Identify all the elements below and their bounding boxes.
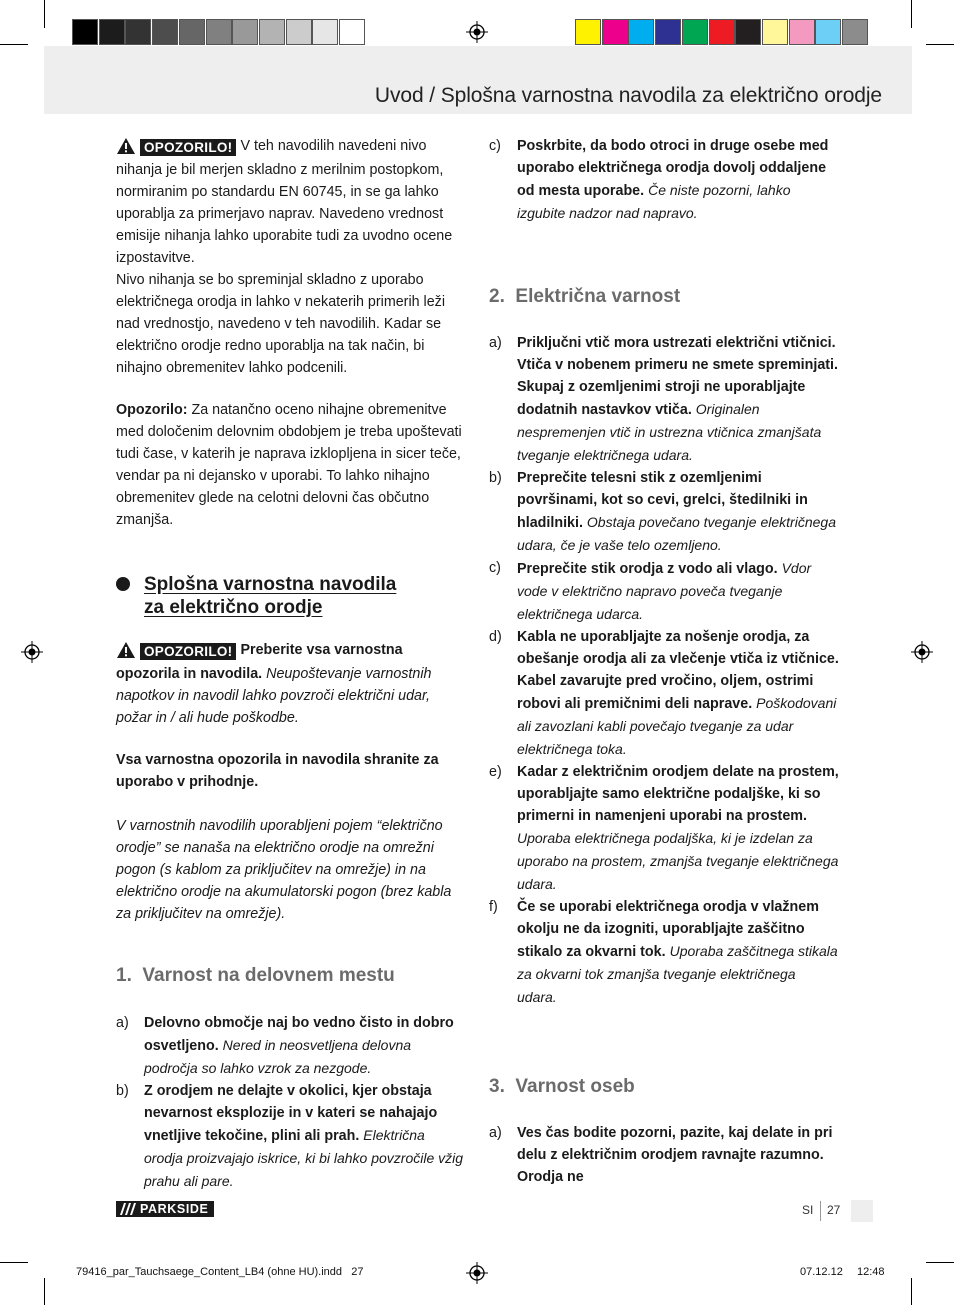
color-swatch — [286, 19, 312, 45]
list-item — [489, 557, 839, 626]
note-paragraph: Opozorilo: Za natančno oceno nihajne obremenitve med določenim delovnim obdobjem je treba upoštevati tudi čase, v katerih je naprava izklopljena in sicer teče, vendar pa ni dejansko v uporabi. To lahko nihajno obremenitev glede na celotni delovni čas občutno zmanjša. — [116, 402, 462, 528]
crop-mark — [0, 44, 28, 45]
color-swatch — [575, 19, 601, 45]
color-swatch — [789, 19, 815, 45]
list-item-label: c) — [489, 560, 501, 576]
list-item-explanation: Poškodovani ali zavozlani kabli povečajo tveganje za udar električnega toka. — [517, 695, 837, 757]
color-swatch — [179, 19, 205, 45]
crop-mark — [0, 1262, 28, 1263]
color-swatch — [312, 19, 338, 45]
page-title: Uvod / Splošna varnostna navodila za električno orodje — [374, 84, 882, 107]
list-item-explanation: Uporaba zaščitnega stikala za okvarni tok zmanjša tveganje električnega udara. — [517, 943, 838, 1005]
color-swatch — [339, 19, 365, 45]
warning-triangle-icon — [116, 641, 136, 659]
crop-mark — [926, 1262, 954, 1263]
parkside-logo: PARKSIDE — [116, 1201, 214, 1217]
list-item-instruction: Poskrbite, da bodo otroci in druge osebe med uporabo električnega orodja dovolj oddaljene od mesta uporabe. — [517, 138, 829, 199]
color-swatch — [232, 19, 258, 45]
color-swatch — [259, 19, 285, 45]
color-swatch — [842, 19, 868, 45]
list-item-instruction: Ves čas bodite pozorni, pazite, kaj delate in pri delu z električnim orodjem ravnajte razumno. Orodja ne — [517, 1125, 833, 1185]
list-item — [489, 626, 839, 761]
list-item — [489, 332, 839, 467]
crop-mark — [44, 1278, 45, 1305]
list-item — [489, 1122, 839, 1188]
list-item — [489, 761, 839, 896]
file-name: 79416_par_Tauchsaege_Content_LB4 (ohne HU).indd 27 — [76, 1266, 364, 1278]
list-item-explanation: Vdor vode v električno napravo poveča tveganje električnega udarca. — [517, 560, 812, 622]
warning-triangle-icon — [116, 137, 136, 155]
color-swatch — [206, 19, 232, 45]
color-swatch — [72, 19, 98, 45]
list-item-instruction: Kadar z električnim orodjem delate na prostem, uporabljajte samo električne podaljške, ki so primerni in namenjeni uporabi na prostem. — [517, 764, 839, 824]
list-item-label: a) — [116, 1015, 129, 1031]
color-swatch — [709, 19, 735, 45]
color-swatch — [99, 19, 125, 45]
warning-label: OPOZORILO! — [116, 641, 236, 663]
crop-mark — [911, 0, 912, 28]
color-swatch — [682, 19, 708, 45]
color-swatch — [815, 19, 841, 45]
color-swatch — [125, 19, 151, 45]
color-swatch — [735, 19, 761, 45]
note-label: Opozorilo: — [116, 402, 188, 418]
list-item-explanation: Uporaba električnega podaljška, ki je izdelan za uporabo na prostem, zmanjša tveganje električnega udara. — [517, 830, 839, 892]
registration-mark-icon — [21, 641, 43, 663]
list-item-instruction: Z orodjem ne delajte v okolici, kjer obstaja nevarnost eksplozije in v kateri se nahajajo vnetljive tekočine, plini ali prah. — [144, 1083, 438, 1144]
section-heading: Splošna varnostna navodila za električno orodje — [144, 574, 397, 618]
color-swatch — [628, 19, 654, 45]
list-item-label: a) — [489, 1125, 502, 1141]
crop-mark — [926, 44, 954, 45]
footer-divider — [820, 1201, 821, 1221]
list-workplace-safety — [116, 1012, 464, 1193]
language-code: SI — [802, 1203, 814, 1217]
color-swatch — [152, 19, 178, 45]
list-item-instruction: Če se uporabi električnega orodja v vlažnem okolju ne da izogniti, uporabljajte zaščitno stikalo za okvarni tok. — [517, 899, 819, 960]
list-item-explanation: Električna orodja proizvajajo iskrice, ki bi lahko povzročile vžig prahu ali pare. — [144, 1127, 464, 1189]
crop-mark — [911, 1278, 912, 1305]
list-personal-safety — [489, 1122, 839, 1188]
page-number-box — [851, 1200, 873, 1222]
list-item-instruction: Preprečite telesni stik z ozemljenimi površinami, kot so cevi, grelci, štedilniki in hladilniki. — [517, 470, 808, 531]
list-item-label: e) — [489, 764, 502, 780]
list-item — [489, 467, 839, 557]
list-item-label: a) — [489, 335, 502, 351]
list-item-instruction: Priključni vtič mora ustrezati električni vtičnici. Vtiča v nobenem primeru ne smete spreminjati. Skupaj z ozemljenimi stroji ne uporabljajte dodatnih nastavkov vtiča. — [517, 335, 838, 418]
color-swatch — [762, 19, 788, 45]
registration-mark-icon — [466, 21, 488, 43]
list-item-explanation: Nered in neosvetljena delovna področja so lahko vzrok za nezgode. — [144, 1037, 412, 1076]
list-item-instruction: Kabla ne uporabljajte za nošenje orodja, za obešanje orodja ali za vlečenje vtiča iz vtičnice. Kabel zavarujte pred vročino, oljem, ostrimi robovi ali premičnimi deli naprave. — [517, 629, 839, 712]
list-item — [489, 135, 839, 225]
warning-label: OPOZORILO! — [116, 137, 236, 159]
list-item — [116, 1012, 464, 1080]
paragraph: Nivo nihanja se bo spreminjal skladno z uporabo električnega orodja in lahko v nekaterih primerih leži nad vrednostjo, navedeno v teh navodilih. Kadar se električno orodje redno uporablja na tak način, bi nihajno obremenitev lahko podcenili. — [116, 272, 445, 376]
list-item-label: b) — [489, 470, 502, 486]
registration-mark-icon — [466, 1262, 488, 1284]
list-electrical-safety — [489, 332, 839, 1009]
list-item-label: d) — [489, 629, 502, 645]
color-swatch — [655, 19, 681, 45]
list-item — [116, 1080, 464, 1193]
section-heading-1: 1. Varnost na delovnem mestu — [116, 965, 395, 986]
print-date: 07.12.12 — [800, 1266, 843, 1278]
definition-paragraph: V varnostnih navodilih uporabljeni pojem “električno orodje” se nanaša na električno orodje na omrežni pogon (s kablom za priključitev na omrežje) in na električno orodje na akumulatorski pogon (brez kabla za priključitev na omrežje). — [116, 818, 452, 922]
list-item-instruction: Delovno območje naj bo vedno čisto in dobro osvetljeno. — [144, 1015, 454, 1054]
list-item-label: c) — [489, 138, 501, 154]
list-item-children — [489, 135, 839, 225]
color-swatch — [602, 19, 628, 45]
list-item-instruction: Preprečite stik orodja z vodo ali vlago. — [517, 561, 778, 577]
keep-instructions: Vsa varnostna opozorila in navodila shranite za uporabo v prihodnje. — [116, 752, 439, 790]
list-item-label: f) — [489, 899, 498, 915]
list-item — [489, 896, 839, 1009]
section-heading-3: 3. Varnost oseb — [489, 1076, 635, 1097]
crop-mark — [44, 0, 45, 28]
warning-read-all: OPOZORILO! Preberite vsa varnostna opozorila in navodila. Neupoštevanje varnostnih napotkov in navodil lahko povzroči električni udar, požar in / ali hude poškodbe. — [116, 642, 432, 726]
registration-mark-icon — [911, 641, 933, 663]
list-item-explanation: Če niste pozorni, lahko izgubite nadzor nad napravo. — [517, 182, 791, 221]
section-heading-2: 2. Električna varnost — [489, 286, 681, 307]
print-time: 12:48 — [857, 1266, 885, 1278]
list-item-explanation: Originalen nespremenjen vtič in ustrezna vtičnica zmanjšata tveganje električnega udara. — [517, 401, 822, 463]
list-item-label: b) — [116, 1083, 129, 1099]
list-item-explanation: Obstaja povečano tveganje električnega udara, če je vaše telo ozemljeno. — [517, 514, 836, 553]
warning-vibration: OPOZORILO! V teh navodilih navedeni nivo nihanja je bil merjen skladno z merilnim postopkom, normiranim po standardu EN 60745, in se ga lahko uporablja za primerjavo naprav. Navedeno vrednost emisije nihanja lahko uporabite tudi za uvodno ocene izpostavitve. Nivo nihanja se bo spreminjal skladno z uporabo električnega orodja in lahko v nekaterih primerih leži nad vrednostjo, navedeno v teh navodilih. Kadar se električno orodje redno uporablja na tak način, bi nihajno obremenitev lahko podcenili. — [116, 135, 464, 379]
page-number: 27 — [827, 1203, 841, 1217]
bullet-icon — [116, 577, 130, 591]
